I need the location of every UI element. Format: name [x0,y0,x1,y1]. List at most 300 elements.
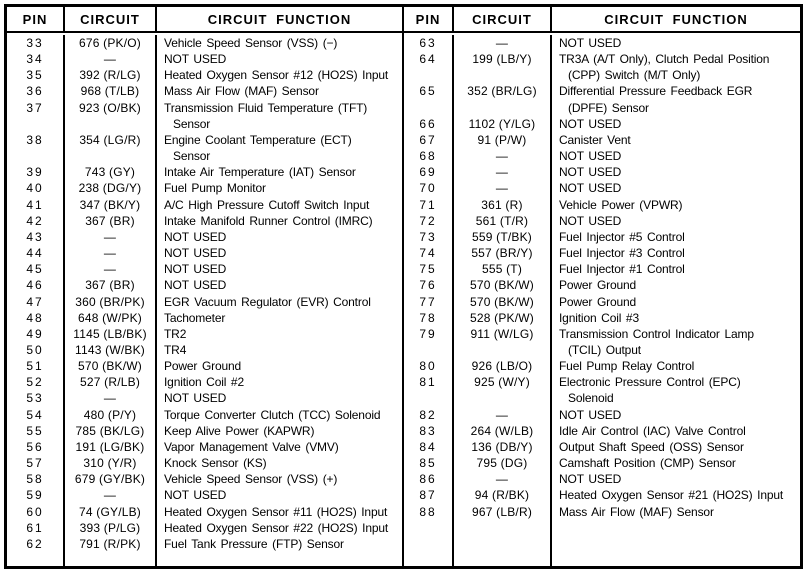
circuit-cell: 393 (P/LG) [63,520,155,536]
function-line: Idle Air Control (IAC) Valve Control [559,423,746,438]
pin-cell: 74 [419,246,437,261]
circuit-cell: 570 (BK/W) [63,358,155,374]
circuit-cell: 791 (R/PK) [63,536,155,552]
circuit-cell: 559 (T/BK) [452,229,550,245]
function-line: NOT USED [559,181,622,196]
pin-cell: 64 [419,52,437,67]
circuit-cell: 557 (BR/Y) [452,245,550,261]
pin-cell: 52 [26,375,44,390]
table-row [404,471,800,487]
circuit-cell: 392 (R/LG) [63,67,155,83]
function-line: EGR Vacuum Regulator (EVR) Control [164,294,371,309]
circuit-cell: 347 (BK/Y) [63,197,155,213]
pin-cell: 66 [419,116,437,131]
circuit-cell: 1145 (LB/BK) [63,326,155,342]
pin-cell: 46 [26,278,44,293]
circuit-cell: 926 (LB/O) [452,358,550,374]
function-line: Intake Manifold Runner Control (IMRC) [164,213,373,228]
circuit-cell: 352 (BR/LG) [452,83,550,115]
filler-cell [7,552,63,566]
function-cell [550,35,800,51]
circuit-cell: 94 (R/BK) [452,487,550,503]
circuit-cell: 361 (R) [452,197,550,213]
circuit-cell: — [63,51,155,67]
function-cell [550,229,800,245]
circuit-cell: 570 (BK/W) [452,277,550,293]
function-line: Power Ground [559,294,637,309]
circuit-cell: — [452,164,550,180]
table-row [404,148,800,164]
pin-cell: 54 [26,407,44,422]
table-row [7,326,402,342]
function-line: TR3A (A/T Only), Clutch Pedal Position [559,52,770,67]
function-cell [155,197,402,213]
filler-cell [550,520,800,566]
table-row [7,51,402,67]
pin-cell: 71 [419,197,437,212]
table-row [404,374,800,406]
pin-cell: 56 [26,439,44,454]
circuit-cell: 923 (O/BK) [63,100,155,132]
function-cell [155,439,402,455]
circuit-cell: 967 (LB/R) [452,504,550,520]
pin-cell: 51 [26,359,44,374]
table-row [7,245,402,261]
pin-cell: 34 [26,52,44,67]
pin-cell: 86 [419,472,437,487]
pin-cell: 62 [26,536,44,551]
pin-cell: 65 [419,84,437,99]
circuit-cell: 360 (BR/PK) [63,294,155,310]
pin-cell: 35 [26,68,44,83]
function-line: Heated Oxygen Sensor #22 (HO2S) Input [164,520,389,535]
function-line: Fuel Pump Relay Control [559,359,695,374]
function-cell [550,471,800,487]
function-line: (TCIL) Output [568,342,641,357]
function-line: NOT USED [559,36,622,50]
function-cell [155,294,402,310]
function-line: NOT USED [559,165,622,180]
table-row [7,455,402,471]
pin-cell: 88 [419,504,437,519]
filler-cell [404,520,452,566]
function-line: Vehicle Speed Sensor (VSS) (+) [164,472,338,487]
function-cell [550,358,800,374]
function-cell [155,100,402,132]
function-column-header: CIRCUIT FUNCTION [550,7,800,31]
pin-cell: 76 [419,278,437,293]
function-line: Electronic Pressure Control (EPC) [559,375,741,390]
table-row [7,487,402,503]
function-cell [155,245,402,261]
function-line: Vehicle Speed Sensor (VSS) (−) [164,36,338,50]
function-line: Differential Pressure Feedback EGR [559,84,753,99]
circuit-cell: — [452,407,550,423]
function-cell [155,67,402,83]
circuit-cell: 561 (T/R) [452,213,550,229]
circuit-cell: 1102 (Y/LG) [452,116,550,132]
function-cell [550,277,800,293]
function-line: Transmission Control Indicator Lamp [559,326,754,341]
function-cell [550,487,800,503]
function-cell [550,455,800,471]
circuit-cell: 676 (PK/O) [63,35,155,51]
function-line: NOT USED [559,149,622,164]
pin-cell: 57 [26,456,44,471]
circuit-column-header: CIRCUIT [452,7,550,31]
function-cell [155,326,402,342]
circuit-cell: 911 (W/LG) [452,326,550,358]
pin-cell: 44 [26,246,44,261]
function-line: NOT USED [164,391,227,406]
table-row [7,536,402,552]
circuit-cell: — [63,261,155,277]
circuit-cell: 968 (T/LB) [63,83,155,99]
table-row [404,455,800,471]
function-cell [550,197,800,213]
function-line: Keep Alive Power (KAPWR) [164,423,315,438]
circuit-cell: 91 (P/W) [452,132,550,148]
table-row [7,407,402,423]
function-line: Output Shaft Speed (OSS) Sensor [559,439,744,454]
function-line: Ignition Coil #3 [559,310,639,325]
function-column-header: CIRCUIT FUNCTION [155,7,402,31]
function-line: TR2 [164,326,187,341]
pin-cell: 43 [26,229,44,244]
table-row [7,197,402,213]
function-cell [550,326,800,358]
pin-cell: 53 [26,391,44,406]
function-cell [155,487,402,503]
left-table-filler [7,552,402,566]
function-cell [155,35,402,51]
function-line: Vapor Management Valve (VMV) [164,439,339,454]
function-line: Canister Vent [559,132,631,147]
table-row [7,504,402,520]
filler-cell [155,552,402,566]
pin-column-header: PIN [22,11,48,27]
pin-cell: 58 [26,472,44,487]
circuit-cell: — [63,487,155,503]
pin-cell: 61 [26,520,44,535]
circuit-cell: 648 (W/PK) [63,310,155,326]
pin-cell: 36 [26,84,44,99]
table-row [7,471,402,487]
function-line: NOT USED [164,229,227,244]
function-line: Intake Air Temperature (IAT) Sensor [164,165,356,180]
table-row [404,213,800,229]
table-row [404,116,800,132]
function-cell [550,83,800,115]
pin-cell: 78 [419,310,437,325]
pin-cell: 55 [26,423,44,438]
function-cell [550,439,800,455]
function-line: Mass Air Flow (MAF) Sensor [164,84,319,99]
function-line: Transmission Fluid Temperature (TFT) [164,100,368,115]
function-line: Solenoid [568,391,614,406]
function-cell [550,132,800,148]
function-cell [155,342,402,358]
table-row [7,83,402,99]
circuit-cell: — [452,180,550,196]
function-cell [155,261,402,277]
table-row [404,504,800,520]
function-line: Ignition Coil #2 [164,375,244,390]
pin-cell: 38 [26,132,44,147]
circuit-cell: 480 (P/Y) [63,407,155,423]
circuit-cell: 367 (BR) [63,277,155,293]
right-table-body [404,33,800,520]
circuit-cell: 354 (LG/R) [63,132,155,164]
function-cell [550,294,800,310]
table-row [404,51,800,83]
circuit-cell: 191 (LG/BK) [63,439,155,455]
pin-column-header: PIN [415,11,441,27]
function-cell [155,277,402,293]
function-line: Fuel Pump Monitor [164,181,266,196]
circuit-cell: 199 (LB/Y) [452,51,550,83]
function-cell [155,164,402,180]
function-line: Vehicle Power (VPWR) [559,197,683,212]
table-row [7,180,402,196]
pin-cell: 47 [26,294,44,309]
function-line: Engine Coolant Temperature (ECT) [164,132,352,147]
filler-cell [452,520,550,566]
function-cell [550,407,800,423]
pin-cell: 42 [26,213,44,228]
table-row [7,229,402,245]
pin-cell: 85 [419,456,437,471]
left-table [7,7,402,566]
function-line: (DPFE) Sensor [568,100,649,115]
table-row [404,277,800,293]
pin-cell: 48 [26,310,44,325]
table-row [7,310,402,326]
pin-cell: 81 [419,375,437,390]
table-row [7,374,402,390]
table-row [7,294,402,310]
function-cell [155,536,402,552]
function-cell [155,471,402,487]
pin-cell: 84 [419,439,437,454]
table-row [7,67,402,83]
function-cell [550,261,800,277]
pin-cell: 70 [419,181,437,196]
table-row [7,35,402,51]
left-table-header [7,7,402,33]
table-row [404,294,800,310]
pin-cell: 63 [419,36,437,50]
table-row [404,132,800,148]
table-row [7,423,402,439]
pin-cell: 41 [26,197,44,212]
table-row [7,132,402,164]
table-row [404,229,800,245]
circuit-cell: 238 (DG/Y) [63,180,155,196]
pin-cell: 50 [26,342,44,357]
circuit-cell: 264 (W/LB) [452,423,550,439]
function-line: A/C High Pressure Cutoff Switch Input [164,197,370,212]
circuit-cell: 310 (Y/R) [63,455,155,471]
function-cell [550,51,800,83]
pin-cell: 40 [26,181,44,196]
function-cell [155,213,402,229]
function-cell [155,51,402,67]
filler-cell [63,552,155,566]
function-line: Heated Oxygen Sensor #21 (HO2S) Input [559,488,784,503]
pin-cell: 45 [26,262,44,277]
pin-cell: 39 [26,165,44,180]
function-line: NOT USED [164,246,227,261]
table-row [404,197,800,213]
table-row [404,83,800,115]
circuit-cell: 367 (BR) [63,213,155,229]
function-line: NOT USED [164,52,227,67]
function-line: Tachometer [164,310,226,325]
function-cell [550,180,800,196]
circuit-cell: 74 (GY/LB) [63,504,155,520]
circuit-column-header: CIRCUIT [63,7,155,31]
circuit-cell: — [63,229,155,245]
table-row [7,213,402,229]
table-row [404,180,800,196]
circuit-cell: 528 (PK/W) [452,310,550,326]
circuit-cell: — [452,35,550,51]
function-cell [550,164,800,180]
function-line: NOT USED [164,488,227,503]
pin-cell: 75 [419,262,437,277]
pin-cell: 82 [419,407,437,422]
function-cell [550,245,800,261]
function-line: Mass Air Flow (MAF) Sensor [559,504,714,519]
function-line: (CPP) Switch (M/T Only) [568,68,701,83]
pin-cell: 49 [26,326,44,341]
function-cell [550,116,800,132]
circuit-cell: 795 (DG) [452,455,550,471]
function-line: Power Ground [164,359,242,374]
function-line: Torque Converter Clutch (TCC) Solenoid [164,407,381,422]
function-line: NOT USED [559,472,622,487]
pin-cell: 69 [419,165,437,180]
function-cell [155,455,402,471]
function-cell [155,407,402,423]
circuit-cell: 925 (W/Y) [452,374,550,406]
table-row [7,261,402,277]
pinout-table [4,4,803,569]
pin-cell: 79 [419,326,437,341]
function-line: Camshaft Position (CMP) Sensor [559,456,736,471]
function-cell [155,229,402,245]
function-line: Fuel Injector #3 Control [559,246,685,261]
function-cell [550,148,800,164]
function-line: NOT USED [559,407,622,422]
function-cell [155,504,402,520]
function-cell [155,180,402,196]
function-cell [550,374,800,406]
function-cell [550,504,800,520]
function-line: Heated Oxygen Sensor #11 (HO2S) Input [164,504,388,519]
function-line: Fuel Injector #1 Control [559,262,685,277]
table-row [404,407,800,423]
function-line: Knock Sensor (KS) [164,456,267,471]
table-row [404,164,800,180]
circuit-cell: 527 (R/LB) [63,374,155,390]
table-row [7,390,402,406]
circuit-cell: — [452,148,550,164]
function-line: Heated Oxygen Sensor #12 (HO2S) Input [164,68,389,83]
pin-cell: 67 [419,132,437,147]
pin-cell: 33 [26,36,44,50]
table-row [404,439,800,455]
table-row [404,261,800,277]
pin-cell: 80 [419,359,437,374]
circuit-cell: — [63,390,155,406]
pin-cell: 83 [419,423,437,438]
table-row [404,326,800,358]
function-line: NOT USED [559,116,622,131]
pin-cell: 68 [419,149,437,164]
circuit-cell: 555 (T) [452,261,550,277]
circuit-cell: 743 (GY) [63,164,155,180]
circuit-cell: — [452,471,550,487]
pin-cell: 72 [419,213,437,228]
table-row [404,310,800,326]
function-line: Fuel Tank Pressure (FTP) Sensor [164,536,344,551]
function-line: Fuel Injector #5 Control [559,229,685,244]
function-cell [155,520,402,536]
function-line: Sensor [173,149,211,164]
table-row [7,439,402,455]
table-row [404,35,800,51]
pin-cell: 73 [419,229,437,244]
circuit-cell: 679 (GY/BK) [63,471,155,487]
table-row [7,277,402,293]
function-line: TR4 [164,342,187,357]
function-cell [550,310,800,326]
table-row [404,245,800,261]
function-cell [155,390,402,406]
circuit-cell: — [63,245,155,261]
right-table-filler [404,520,800,566]
function-line: NOT USED [164,278,227,293]
table-row [7,358,402,374]
right-table-header [404,7,800,33]
circuit-cell: 570 (BK/W) [452,294,550,310]
function-cell [155,374,402,390]
pin-cell: 77 [419,294,437,309]
table-row [7,100,402,132]
circuit-cell: 1143 (W/BK) [63,342,155,358]
function-cell [155,310,402,326]
function-line: Sensor [173,116,211,131]
function-line: Power Ground [559,278,637,293]
function-cell [155,423,402,439]
table-row [7,164,402,180]
function-cell [550,423,800,439]
function-cell [155,132,402,164]
function-cell [550,213,800,229]
circuit-cell: 136 (DB/Y) [452,439,550,455]
table-row [7,342,402,358]
right-table [402,7,800,566]
circuit-cell: 785 (BK/LG) [63,423,155,439]
left-table-body [7,33,402,552]
pin-cell: 60 [26,504,44,519]
table-row [404,358,800,374]
function-line: NOT USED [164,262,227,277]
table-row [404,487,800,503]
pin-cell: 59 [26,488,44,503]
